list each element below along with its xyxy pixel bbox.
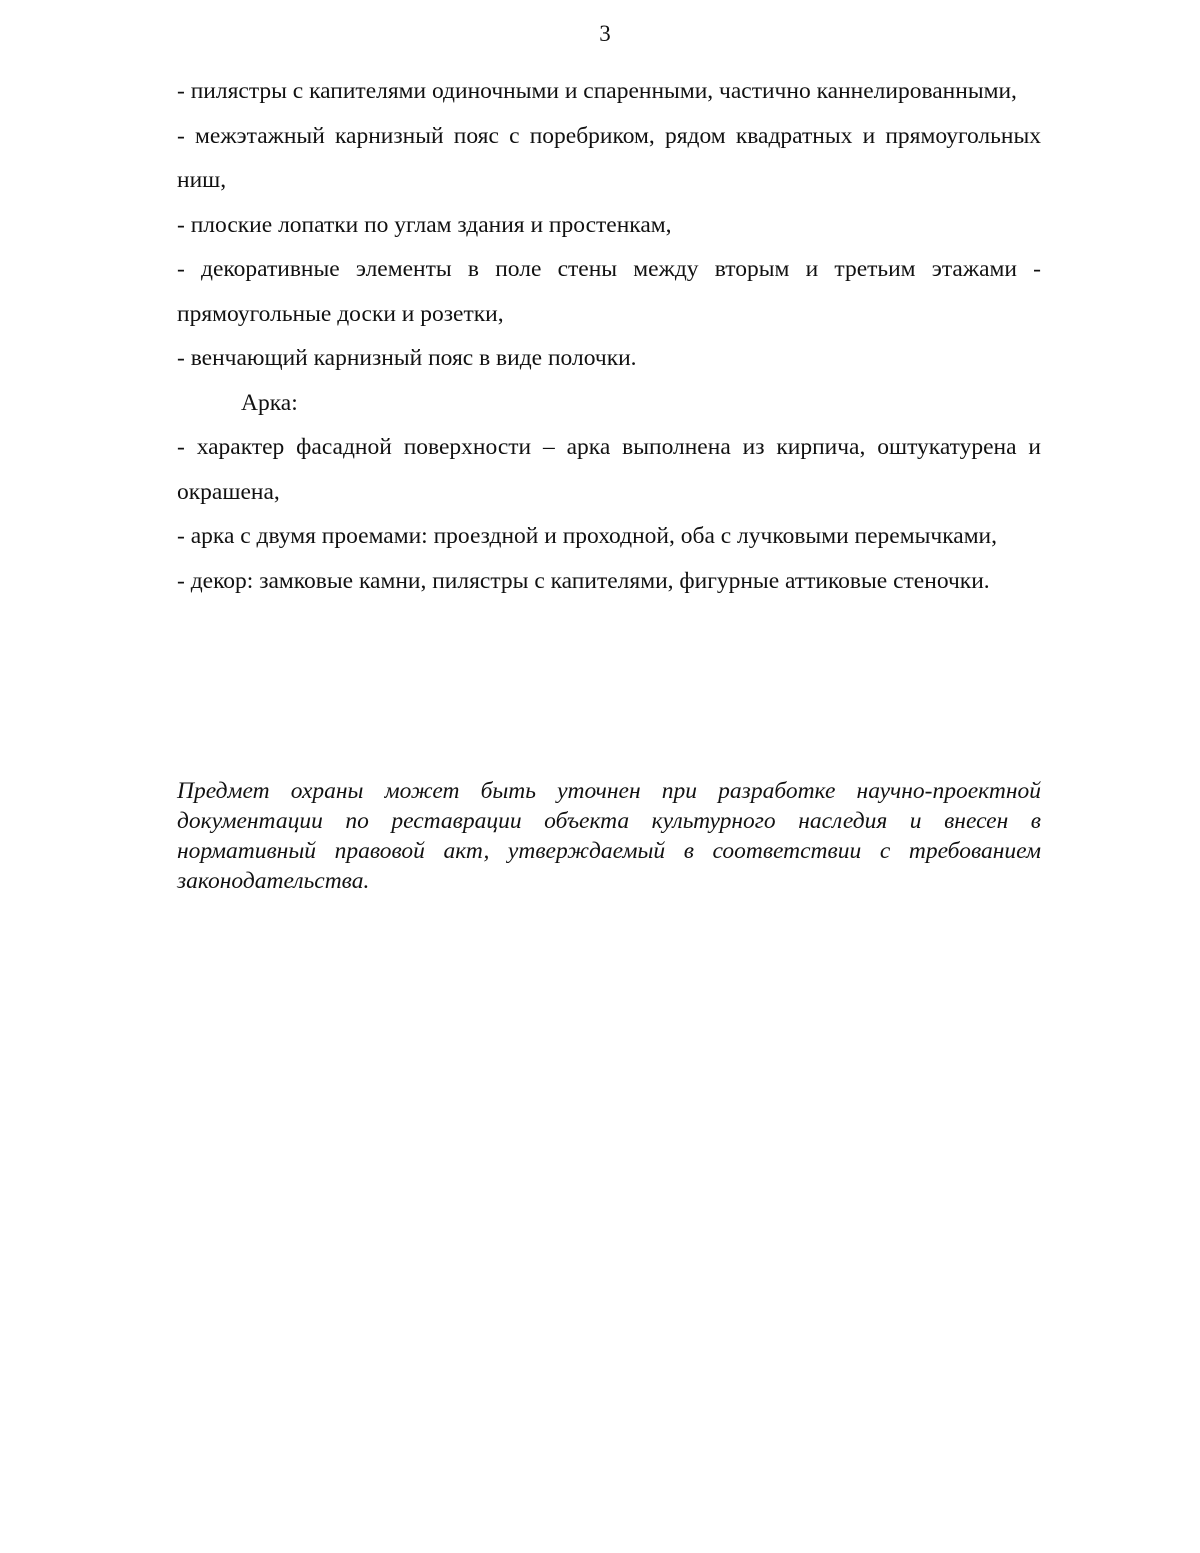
section-heading-arch: Арка: (241, 389, 298, 416)
list-item: - межэтажный карнизный пояс с поребриком, рядом квадратных и прямоугольных ниш, (177, 122, 1041, 193)
list-item: - венчающий карнизный пояс в виде полочки. (177, 345, 637, 371)
list-item: - арка с двумя проемами: проездной и проходной, оба с лучковыми перемычками, (177, 523, 998, 549)
page-number: 3 (599, 21, 611, 46)
protection-note: Предмет охраны может быть уточнен при разработке научно-проектной документации по реставрации объекта культурного наследия и внесен в нормативный правовой акт, утверждаемый в соответствии с требованием законодательства. (177, 778, 1041, 894)
list-item: - декор: замковые камни, пилястры с капителями, фигурные аттиковые стеночки. (177, 567, 990, 594)
list-item: - характер фасадной поверхности – арка выполнена из кирпича, оштукатурена и окрашена, (177, 434, 1041, 505)
list-item: - декоративные элементы в поле стены между вторым и третьим этажами - прямоугольные доски и розетки, (177, 256, 1041, 327)
list-item: - пилястры с капителями одиночными и спаренными, частично каннелированными, (177, 78, 1017, 104)
list-item: - плоские лопатки по углам здания и простенкам, (177, 211, 672, 238)
document-body (177, 69, 1041, 603)
